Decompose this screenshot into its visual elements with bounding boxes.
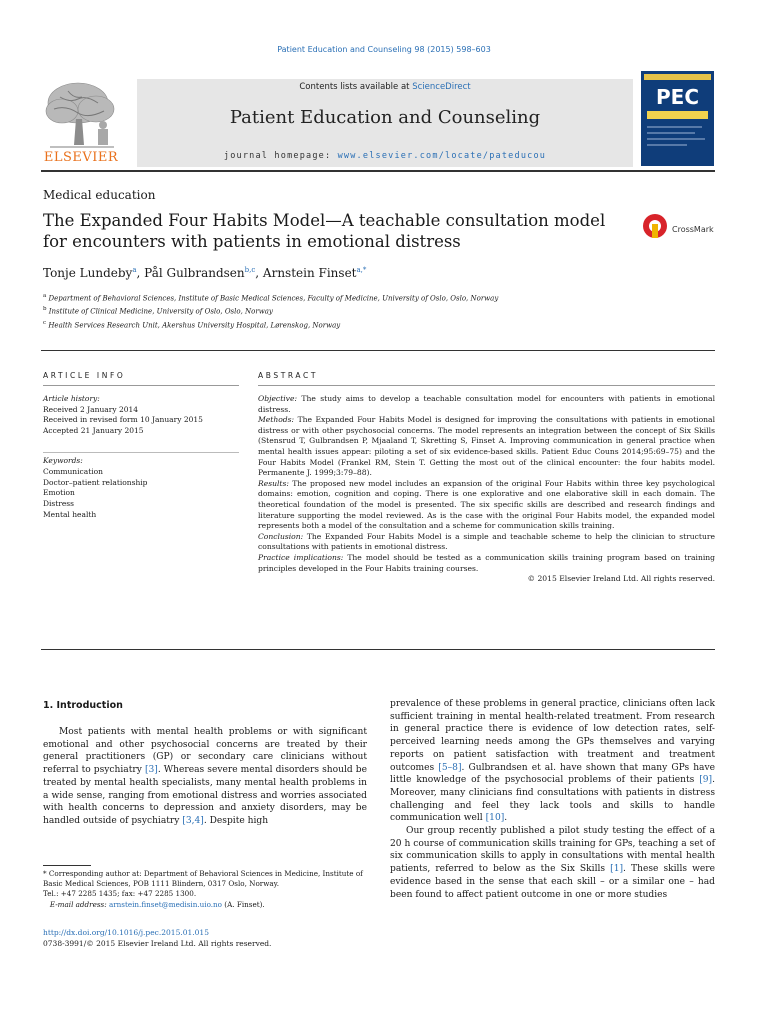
history-item: Received 2 January 2014	[43, 404, 139, 414]
keyword-item: Mental health	[43, 509, 97, 519]
abstract-rule	[258, 385, 715, 386]
author-name: Pål Gulbrandsen	[144, 266, 245, 280]
cover-subtitle-band	[647, 111, 708, 119]
citation-link[interactable]: [10]	[485, 813, 505, 824]
body-paragraph: Most patients with mental health problems or with significant emotional and other psychosocial concerns are treated by their general practitioners (GP) or secondary care clinicians without referral to psychiatry [3]. Whereas severe mental disorders should be treated by mental health specialists, many mental health problems in a wide sense, ranging from emotional distress and worries associated with health concerns to depression and anxiety disorders, may be handled outside of psychiatry [3,4]. Despite high	[43, 727, 367, 826]
citation-link[interactable]: [9]	[699, 775, 713, 786]
citation-link[interactable]: [3]	[144, 765, 158, 776]
crossmark-label[interactable]: CrossMark	[672, 225, 714, 234]
article-info-heading: ARTICLE INFO	[43, 371, 126, 380]
history-item: Received in revised form 10 January 2015	[43, 415, 203, 424]
footnote-address: * Corresponding author at: Department of Behavioral Sciences in Medicine, Institute of Basic Medical Sciences, POB 1111 Blindern, 0317 Oslo, Norway.	[43, 869, 363, 889]
doi-link[interactable]: http://dx.doi.org/10.1016/j.pec.2015.01.015	[43, 928, 209, 937]
email-link[interactable]: arnstein.finset@medisin.uio.no	[108, 899, 223, 909]
abstract-methods: Methods: The Expanded Four Habits Model is designed for improving the consultations with patients in emotional distress or with other psychosocial concerns. The model represents an integration between the concept of Six Skills (Stensrud T, Gulbrandsen P, Mjaaland T, Skretting S, Finset A. Improving communication in general practice when mental health issues appear: piloting a set of six evidence-based skills. Patient Educ Couns 2014;95:69–75) and the Four Habits Model (Frankel RM, Stein T. Getting the most out of the clinical encounter: the four habits model. Permanente J. 1999;3:79–88).	[258, 415, 715, 478]
affiliation-list	[43, 291, 498, 331]
author-list	[43, 266, 366, 280]
keyword-item: Communication	[43, 466, 103, 476]
article-title: The Expanded Four Habits Model—A teachable consultation model for encounters with patients in emotional distress	[43, 211, 606, 251]
affiliation-item: $^c$ Health Services Research Unit, Akershus University Hospital, Lørenskog, Norway	[43, 319, 341, 329]
history-label: Article history:	[43, 394, 100, 403]
introduction-heading: 1. Introduction	[43, 700, 123, 711]
author-name: Tonje Lundeby	[43, 266, 133, 280]
article-history	[43, 394, 203, 436]
body-column-right	[390, 698, 715, 901]
author-separator: ,	[136, 266, 145, 280]
cover-text-lines-icon	[647, 123, 708, 153]
author-name: Arnstein Finset	[262, 266, 357, 280]
email-label: E-mail address:	[49, 899, 107, 909]
elsevier-wordmark: ELSEVIER	[43, 150, 119, 165]
affiliation-item: $^b$ Institute of Clinical Medicine, University of Oslo, Oslo, Norway	[43, 306, 273, 316]
abstract-heading: ABSTRACT	[258, 371, 319, 380]
footnote-email-line: E-mail address: arnstein.finset@medisin.uio.no (A. Finset).	[49, 899, 265, 909]
abstract-objective: Objective: The study aims to develop a teachable consultation model for encounters with patients in emotional distress.	[258, 394, 715, 414]
title-block-rule	[41, 350, 715, 351]
author-separator: ,	[255, 266, 263, 280]
author-affiliation-mark[interactable]: b,c	[244, 266, 256, 274]
abstract-results: Results: The proposed new model includes an expansion of the original Four Habits within three key psychological domains: emotion, cognition and coping. There is one explorative and one elaborative skill in each domain. The theoretical foundation of the model is presented. The six specific skills are described and research findings and literature supporting the model reviewed. As is the case with the original Four Habits model, the expanded model represents both a model of the consultation and a scheme for communication skills training.	[258, 478, 715, 531]
citation-link[interactable]: [3,4]	[182, 815, 204, 826]
sciencedirect-link[interactable]: ScienceDirect	[412, 82, 471, 92]
author-affiliation-mark[interactable]: a,*	[356, 266, 367, 274]
abstract-body	[258, 394, 715, 585]
issn-line: 0738-3991/© 2015 Elsevier Ireland Ltd. All rights reserved.	[43, 938, 272, 948]
affiliation-item: $^a$ Department of Behavioral Sciences, Institute of Basic Medical Sciences, Faculty of Medicine, University of Oslo, Oslo, Norway	[43, 293, 499, 303]
keyword-item: Doctor–patient relationship	[43, 477, 148, 487]
journal-title: Patient Education and Counseling	[229, 107, 541, 128]
cover-title: PEC	[656, 85, 699, 109]
contents-prefix: Contents lists available at	[299, 82, 413, 92]
journal-reference[interactable]: Patient Education and Counseling 98 (2015) 598–603	[277, 45, 491, 54]
body-paragraph: prevalence of these problems in general practice, clinicians often lack sufficient training in mental health-related treatment. From research in general practice there is evidence of low detection rates, self-perceived learning needs among the GPs themselves and varying reports on patient satisfaction with treatment and treatment outcomes [5–8]. Gulbrandsen et al. have shown that many GPs have little knowledge of the psychosocial problems of their patients [9]. Moreover, many clinicians find consultations with patients in distress challenging and feel they lack tools and skills to handle communication well [10].	[390, 699, 715, 824]
abstract-copyright: © 2015 Elsevier Ireland Ltd. All rights reserved.	[527, 574, 715, 584]
contents-line	[137, 82, 633, 92]
keyword-list	[43, 456, 147, 521]
section-label: Medical education	[43, 188, 156, 202]
header-rule	[41, 170, 715, 172]
homepage-prefix: journal homepage:	[223, 151, 338, 161]
keywords-label: Keywords:	[43, 456, 83, 465]
article-info-rule	[43, 385, 239, 386]
doi-block	[43, 928, 271, 949]
cover-top-bar	[644, 74, 711, 80]
author-affiliation-mark[interactable]: a	[132, 266, 137, 274]
abstract-conclusion: Conclusion: The Expanded Four Habits Model is a simple and teachable scheme to help the clinician to structure consultations with patients in emotional distress.	[258, 531, 715, 552]
keyword-item: Distress	[43, 499, 74, 509]
corresponding-author-footnote	[43, 869, 373, 910]
citation-link[interactable]: [5–8]	[438, 762, 462, 773]
abstract-practice-implications: Practice implications: The model should be tested as a communication skills training program based on training principles developed in the Four Habits training courses.	[258, 552, 716, 573]
keywords-rule	[43, 452, 239, 453]
abstract-bottom-rule	[41, 649, 715, 650]
citation-link[interactable]: [1]	[610, 864, 624, 875]
footnote-rule	[43, 865, 91, 866]
journal-cover-thumbnail[interactable]	[641, 71, 714, 166]
body-paragraph: Our group recently published a pilot study testing the effect of a 20 h course of communication skills training for GPs, teaching a set of six communication skills to apply in consultations with mental health patients, referred to below as the Six Skills [1]. These skills were evidence based in the sense that each skill – or a similar one – had been found to affect patient outcome in one or more studies	[390, 826, 715, 900]
keyword-item: Emotion	[43, 488, 75, 498]
body-column-left	[43, 726, 367, 828]
history-item: Accepted 21 January 2015	[43, 425, 144, 435]
journal-homepage	[137, 151, 633, 161]
footnote-phone: Tel.: +47 2285 1435; fax: +47 2285 1300.	[43, 889, 197, 899]
homepage-link[interactable]: www.elsevier.com/locate/pateducou	[337, 151, 547, 161]
